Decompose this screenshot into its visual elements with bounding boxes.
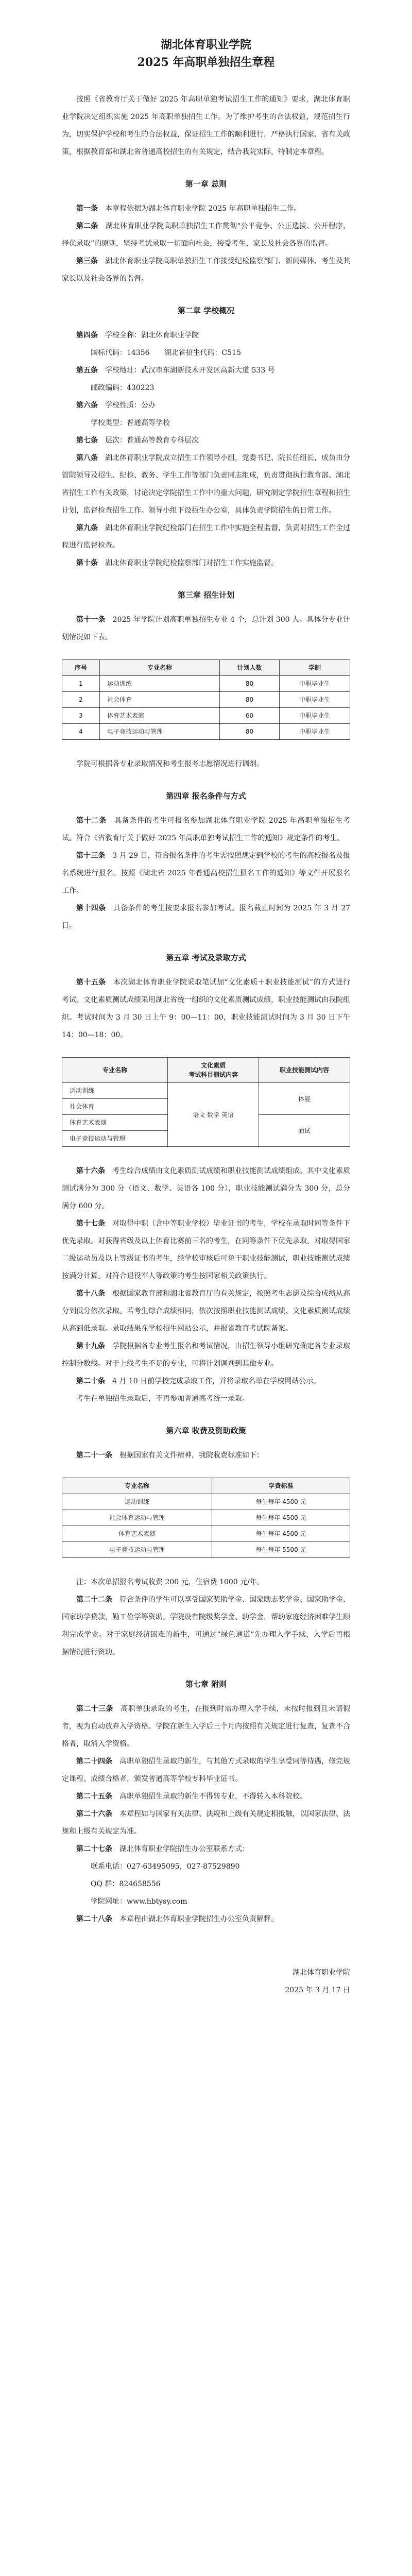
- plan-note: 学院可根据各专业录取情况和考生报考志愿情况进行调剂。: [76, 760, 264, 768]
- table-cell: 体能: [259, 1083, 350, 1115]
- article-number: 第十三条: [76, 852, 106, 860]
- field-label: 学校性质：: [105, 401, 141, 410]
- doc-title: 湖北体育职业学院: [160, 38, 251, 52]
- table-header-main: 文化素质: [201, 1062, 226, 1069]
- table-cell: 60: [220, 708, 280, 724]
- article-14: [62, 900, 350, 935]
- field-label: 湖北省招生代码：: [164, 349, 222, 357]
- article-4: [62, 327, 350, 344]
- article-text: 考生综合成绩由文化素质测试成绩和职业技能测试成绩组成。其中文化素质测试满分为 300 分（语文、数学、英语各 100 分），职业技能测试满分为 300 分，总分满分 600 分。: [62, 1167, 350, 1210]
- field-value: 湖北体育职业学院: [141, 331, 199, 340]
- article-19: [62, 1337, 350, 1372]
- article-number: 第十二条: [76, 817, 107, 825]
- field-value: 武汉市东湖新技术开发区高新大道 533 号: [141, 366, 275, 375]
- article-16: [62, 1162, 350, 1215]
- article-text: 学院根据各专业考生报名和考试情况，由招生领导小组研究确定各专业录取控制分数线。对于上线考生不足的专业，可将计划调剂到其他专业。: [62, 1342, 350, 1368]
- contact-label: 联系电话：: [91, 1862, 127, 1871]
- article-text: 对取得中职（含中等职业学校）毕业证书的考生，学校在录取时同等条件下优先录取。对获得省级及以上体育比赛前三名的考生，在同等条件下优先录取。对取得国家二级运动员及以上等级证书的考生，经学校审核后可免于职业技能测试，职业技能测试成绩按满分计算。对符合退役军人等政策的考生按国家相关政策执行。: [62, 1219, 350, 1280]
- table-cell: 80: [220, 692, 280, 708]
- article-text: 符合条件的学生可以享受国家奖助学金、国家励志奖学金、国家助学金、国家助学贷款、勤工俭学等资助。学院设有院级奖学金、助学金，帮助家庭经济困难学生顺利完成学业。对于家庭经济困难的新生，可通过“绿色通道”先办理入学手续，入学后再根据情况进行资助。: [62, 1596, 350, 1656]
- article-number: 第十七条: [76, 1219, 105, 1228]
- article-3: [62, 252, 350, 287]
- article-number: 第二十八条: [76, 1915, 112, 1923]
- table-cell: 每生每年 5500 元: [212, 1542, 350, 1558]
- table-cell: 体育艺术表演: [100, 708, 220, 724]
- field-label: 学校类型：: [91, 419, 127, 427]
- table-row: [62, 724, 350, 740]
- article-1: [62, 200, 350, 217]
- chapter-1-heading: 第一章 总则: [185, 179, 227, 189]
- article-number: 第二十二条: [76, 1596, 112, 1604]
- chapter-4-heading: 第四章 报名条件与方式: [166, 791, 246, 801]
- table-cell: 中职毕业生: [279, 676, 350, 692]
- contact-label: 学院网址：: [91, 1897, 127, 1906]
- article-number: 第一条: [76, 205, 98, 213]
- contact-qq: [62, 1875, 350, 1893]
- field-value: 普通高等教育专科层次: [127, 436, 199, 445]
- article-number: 第十九条: [76, 1342, 105, 1350]
- article-text: 湖北体育职业学院成立招生工作领导小组，党委书记、院长任组长，成员由分管院领导及招生、纪检、教务、学生工作等部门负责同志组成，负责贯彻执行教育部、湖北省招生工作有关政策，讨论决定学院招生工作中的重大问题，研究制定学院招生章程和招生计划，监督检查招生工作。领导小组下设招生办公室，具体负责学院招生的日常工作。: [62, 454, 350, 515]
- field-value: 普通高等学校: [127, 419, 170, 427]
- table-row: [62, 692, 350, 708]
- article-22: [62, 1591, 350, 1661]
- table-cell: 3: [62, 708, 100, 724]
- article-number: 第二十条: [76, 1377, 105, 1385]
- article-number: 第八条: [76, 454, 98, 462]
- article-number: 第五条: [76, 366, 98, 375]
- table-cell: 运动训练: [62, 1083, 168, 1099]
- table-cell: 面试: [259, 1115, 350, 1147]
- article-text: 湖北体育职业学院招生办公室联系方式：: [119, 1845, 249, 1853]
- contact-phone: [62, 1858, 350, 1875]
- signature-date: 2025 年 3 月 17 日: [285, 1986, 350, 1994]
- table-row: [62, 676, 350, 692]
- table-cell: 4: [62, 724, 100, 740]
- article-text: 3 月 29 日，符合报名条件的考生需按照规定到学校的考生的高校报名及报名系统进行报名。按照《湖北省 2025 年普通高校招生报名工作的通知》等文件开展报名工作。: [62, 852, 351, 895]
- chapter-3-heading: 第三章 招生计划: [177, 590, 235, 600]
- table-header: [168, 1058, 259, 1083]
- article-11: [62, 611, 350, 646]
- table-cell: 社会体育: [62, 1099, 168, 1115]
- article-2: [62, 217, 350, 252]
- table-cell: 电子竞技运动与管理: [62, 1131, 168, 1147]
- article-number: 第二十七条: [76, 1845, 112, 1853]
- table-cell: 社会体育运动与管理: [62, 1510, 212, 1526]
- fee-table: [62, 1478, 350, 1558]
- article-26: [62, 1805, 350, 1840]
- table-cell: 2: [62, 692, 100, 708]
- chapter-5-tail: 考生在单独招生录取后，不再参加普通高考统一录取。: [76, 1395, 249, 1403]
- article-number: 第二十一条: [76, 1451, 112, 1460]
- signature-org: 湖北体育职业学院: [293, 1969, 350, 1977]
- field-label: 邮政编码：: [91, 384, 127, 392]
- article-text: 4 月 10 日前学校完成录取工作，并将录取名单在学校网站公示。: [112, 1377, 321, 1385]
- article-25: [62, 1788, 350, 1805]
- table-row: [62, 1510, 350, 1526]
- article-number: 第七条: [76, 436, 98, 445]
- table-cell: 中职毕业生: [279, 724, 350, 740]
- article-6: [62, 397, 350, 414]
- article-20: [62, 1372, 350, 1390]
- contact-web: [62, 1893, 350, 1910]
- table-cell: 中职毕业生: [279, 692, 350, 708]
- article-24: [62, 1753, 350, 1788]
- fee-note: 注：本次单招报名考试收费 200 元，住宿费 1000 元/年。: [76, 1578, 264, 1586]
- article-number: 第十四条: [76, 904, 106, 912]
- article-number: 第二十三条: [76, 1705, 113, 1713]
- contact-label: QQ 群：: [91, 1880, 119, 1888]
- article-10: [62, 554, 350, 572]
- field-label: 学校地址：: [105, 366, 141, 375]
- article-7: [62, 432, 350, 449]
- contact-phone-value: 027-63495095，027-87529890: [127, 1862, 240, 1871]
- table-header: 序号: [62, 660, 100, 676]
- article-13: [62, 847, 350, 900]
- field-label: 国标代码：: [91, 349, 127, 357]
- table-row: [62, 1494, 350, 1510]
- article-text: 湖北体育职业学院纪检部门在招生工作中实施全程监督，负责对招生工作全过程进行监督检查。: [62, 524, 350, 550]
- article-28: [62, 1910, 350, 1928]
- article-number: 第二十五条: [76, 1792, 112, 1801]
- type-line: [62, 414, 350, 432]
- article-text: 高职单独招生录取的新生，与其他方式录取的学生享受同等待遇，修完规定课程、成绩合格者，颁发普通高等学校专科毕业证书。: [62, 1757, 350, 1783]
- table-cell: 运动训练: [62, 1494, 212, 1510]
- table-header-row: [62, 660, 350, 676]
- table-header: 专业名称: [62, 1058, 168, 1083]
- article-text: 高职单独招生录取的新生不得转专业，不得转入本科院校。: [119, 1792, 307, 1801]
- table-cell: 体育艺术表演: [62, 1115, 168, 1131]
- table-header-row: [62, 1058, 350, 1083]
- article-number: 第十条: [76, 559, 98, 567]
- contact-qq-value: 824658556: [119, 1880, 161, 1888]
- table-cell: 电子竞技运动与管理: [100, 724, 220, 740]
- table-cell: 电子竞技运动与管理: [62, 1542, 212, 1558]
- article-text: 本章程依据为湖北体育职业学院 2025 年高职单独招生工作。: [105, 205, 301, 213]
- article-text: 湖北体育职业学院纪检监察部门对招生工作实施监督。: [105, 559, 278, 567]
- field-value: 14356: [127, 349, 150, 357]
- contact-web-link[interactable]: www.hbtysy.com: [127, 1897, 187, 1906]
- article-27: [62, 1840, 350, 1858]
- article-17: [62, 1215, 350, 1285]
- article-number: 第十六条: [76, 1167, 105, 1175]
- article-21: [62, 1447, 350, 1464]
- article-text: 根据国家有关文件精神，我院收费标准如下：: [119, 1451, 264, 1460]
- chapter-5-heading: 第五章 考试及录取方式: [166, 953, 246, 962]
- table-header: 职业技能测试内容: [259, 1058, 350, 1083]
- article-number: 第十八条: [76, 1290, 105, 1298]
- article-18: [62, 1285, 350, 1337]
- article-text: 本章程由湖北体育职业学院招生办公室负责解释。: [119, 1915, 278, 1923]
- table-cell: 运动训练: [100, 676, 220, 692]
- postcode-line: [62, 379, 350, 397]
- table-cell: 社会体育: [100, 692, 220, 708]
- article-text: 2025 年学院计划高职单独招生专业 4 个，总计划 300 人。具体分专业计划情况如下表。: [62, 616, 351, 641]
- article-9: [62, 519, 350, 554]
- table-cell: 80: [220, 676, 280, 692]
- table-row: [62, 1526, 350, 1542]
- article-number: 第六条: [76, 401, 98, 410]
- field-value: 430223: [127, 384, 154, 392]
- table-header: 专业名称: [100, 660, 220, 676]
- article-text: 湖北体育职业学院高职单独招生工作贯彻“公平竞争、公正选拔、公开程序，择优录取”的原则，坚持考试录取一切面向社会，接受考生、家长及社会各界的监督。: [62, 222, 351, 248]
- plan-table: [62, 659, 350, 740]
- table-header: 计划人数: [220, 660, 280, 676]
- field-label: 学校全称：: [105, 331, 141, 340]
- table-cell: 每生每年 4500 元: [212, 1526, 350, 1542]
- table-header-sub: 考试科目测试内容: [188, 1071, 238, 1078]
- field-value: 公办: [141, 401, 156, 410]
- article-5: [62, 362, 350, 379]
- article-number: 第十五条: [76, 978, 106, 987]
- preamble: 按照《省教育厅关于做好 2025 年高职单独考试招生工作的通知》要求，湖北体育职业学院决定组织实施 2025 年高职单独招生工作。为了维护考生的合法权益，规范招生行为，切实保护学校和考生的合法权益，保证招生工作的顺利进行，严格执行国家、省有关政策，根据教育部和湖北省普通高校招生的有关规定，结合我院实际，特制定本章程。: [62, 95, 350, 156]
- table-header: 学费标准: [212, 1478, 350, 1494]
- signature-block: [62, 1964, 350, 1999]
- article-number: 第三条: [76, 257, 98, 265]
- table-row: [62, 1083, 350, 1099]
- field-label: 层次：: [105, 436, 127, 445]
- article-text: 本章程如与国家有关法律、法规和上级有关规定相抵触，以国家法律、法规和上级有关规定为准。: [62, 1810, 350, 1836]
- field-value: C515: [221, 349, 241, 357]
- table-cell: 体育艺术表演: [62, 1526, 212, 1542]
- table-row: [62, 1542, 350, 1558]
- chapter-7-heading: 第七章 附则: [185, 1680, 227, 1689]
- table-cell: 中职毕业生: [279, 708, 350, 724]
- table-row: [62, 708, 350, 724]
- article-15: [62, 974, 350, 1044]
- article-number: 第十一条: [76, 616, 106, 624]
- article-text: 本次湖北体育职业学院采取笔试加“文化素质＋职业技能测试”的方式进行考试。文化素质测试成绩采用湖北省统一组织的文化素质测试成绩，职业技能测试由我院组织。考试时间为 3 月 30 日上午 9：00—11：00，职业技能测试时间为 3 月 30 日下午 14：00—18：00。: [62, 978, 350, 1039]
- article-23: [62, 1700, 350, 1753]
- article-number: 第九条: [76, 524, 98, 532]
- school-codes: [62, 344, 350, 362]
- article-text: 高职单独录取的考生，在报到时需办理入学手续，未按时报到且未请假者，视为自动放弃入学资格。学院在新生入学后三个月内按照有关规定进行复查，复查不合格者，取消入学资格。: [62, 1705, 351, 1748]
- exam-table: [62, 1057, 350, 1147]
- chapter-2-heading: 第二章 学校概况: [177, 306, 235, 315]
- chapter-6-heading: 第六章 收费及资助政策: [166, 1426, 246, 1435]
- table-cell: 每生每年 4500 元: [212, 1494, 350, 1510]
- article-text: 具备条件的考生可报名参加湖北体育职业学院 2025 年高职单独招生考试。符合《省教育厅关于做好 2025 年高职单独考试招生工作的通知》规定条件的考生。: [62, 817, 351, 842]
- table-header-row: [62, 1478, 350, 1494]
- table-header: 专业名称: [62, 1478, 212, 1494]
- table-cell: 80: [220, 724, 280, 740]
- table-cell: 每生每年 4500 元: [212, 1510, 350, 1526]
- table-header: 学制: [279, 660, 350, 676]
- table-cell-merged: 语文 数学 英语: [168, 1083, 259, 1147]
- article-number: 第二十四条: [76, 1757, 112, 1766]
- article-text: 根据国家教育部和湖北省教育厅的有关规定，按照考生志愿及综合成绩从高分到低分依次录取。若考生综合成绩相同，依次按照职业技能测试成绩、文化素质测试成绩从高到低录取。录取结果在学校招生网站公示，并报省教育考试院备案。: [62, 1290, 350, 1333]
- article-number: 第二十六条: [76, 1810, 112, 1818]
- article-text: 具备条件的考生按要求报名参加考试。报名截止时间为 2025 年 3 月 27 日。: [62, 904, 351, 930]
- article-text: 湖北体育职业学院高职单独招生工作接受纪检监察部门、新闻媒体、考生及其家长以及社会各界的监督。: [62, 257, 350, 283]
- article-12: [62, 812, 350, 847]
- article-number: 第四条: [76, 331, 98, 340]
- doc-subtitle: 2025 年高职单独招生章程: [137, 56, 275, 69]
- article-8: [62, 449, 350, 519]
- article-number: 第二条: [76, 222, 98, 230]
- table-cell: 1: [62, 676, 100, 692]
